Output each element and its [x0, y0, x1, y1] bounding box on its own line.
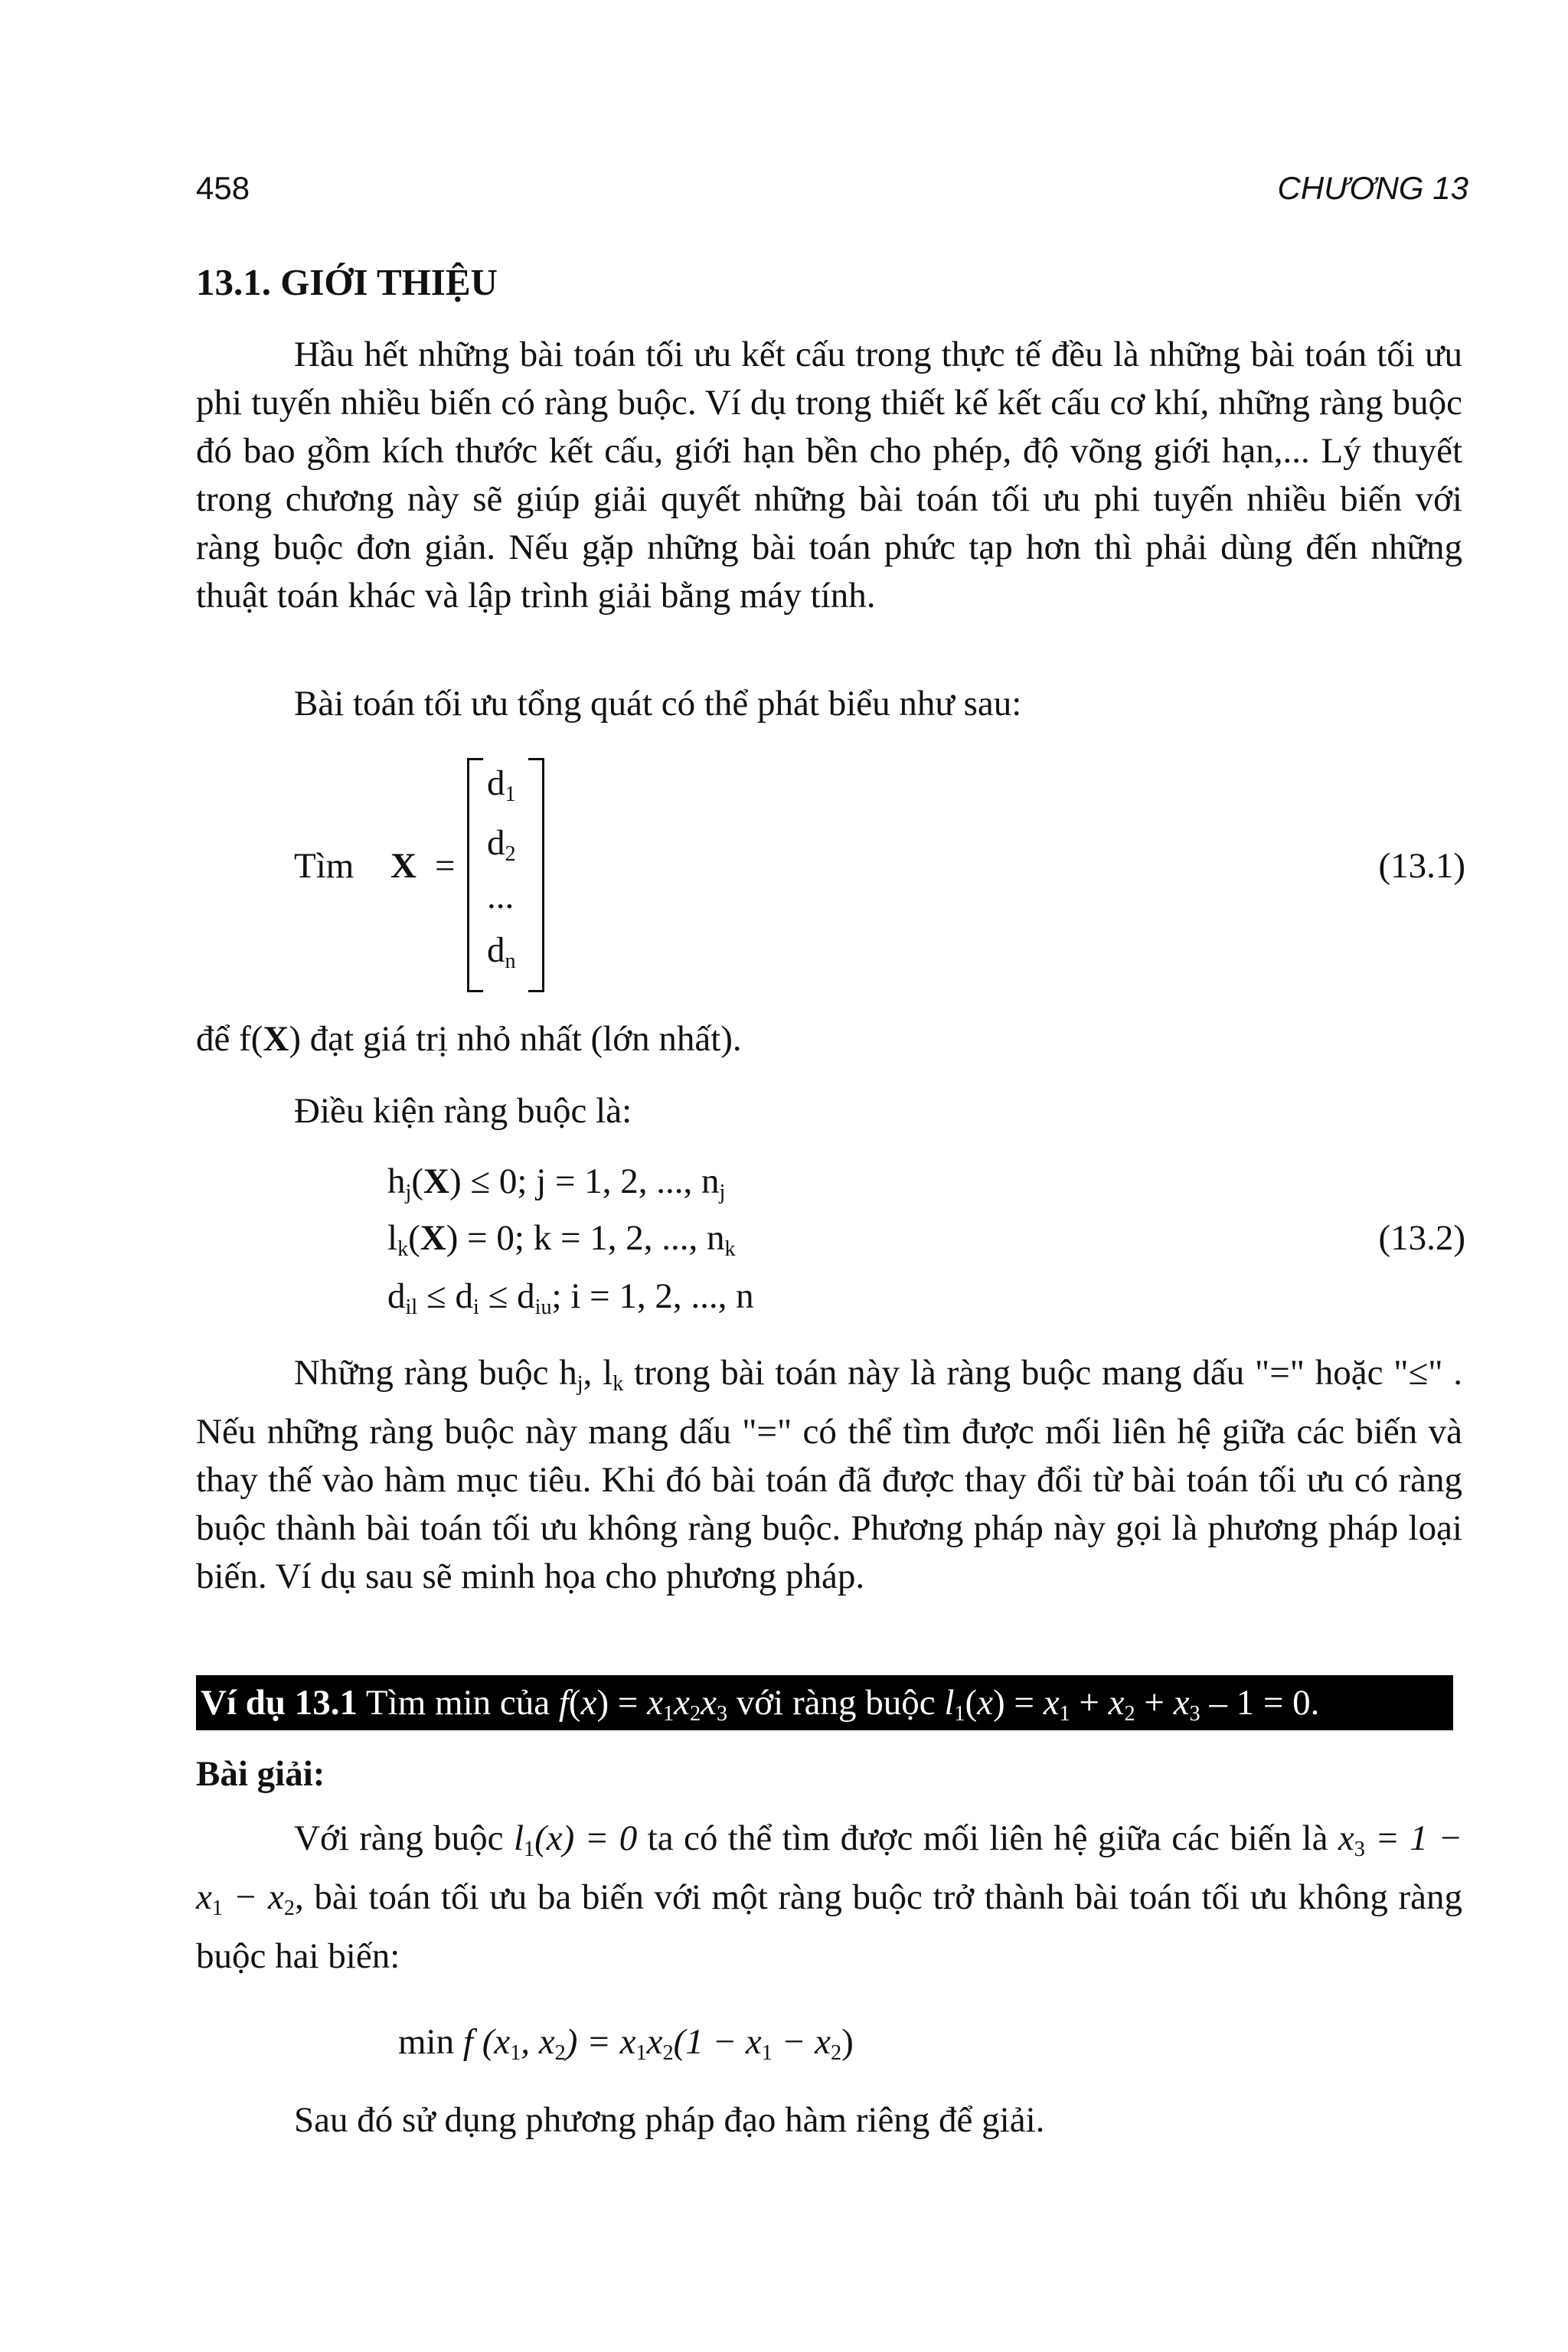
page-header [196, 170, 1468, 208]
matrix-entry-n: $d_n$ [487, 930, 516, 973]
equation-number-13-2: (13.2) [1378, 1218, 1465, 1258]
intro-paragraph: Hầu hết những bài toán tối ưu kết cấu trong thực tế đều là những bài toán tối ưu phi tuyến nhiều biến có ràng buộc. Ví dụ trong thiết kế kết cấu cơ khí, những ràng buộc đó bao gồm kích thước kết cấu, giới hạn bền cho phép, độ võng giới hạn,... Lý thuyết trong chương này sẽ giúp giải quyết những bài toán tối ưu phi tuyến nhiều biến với ràng buộc đơn giản. Nếu gặp những bài toán phức tạp hơn thì phải dùng đến những thuật toán khác và lập trình giải bằng máy tính. [196, 335, 1462, 616]
matrix-entry-1: $d_1$ [487, 763, 516, 806]
constraint-intro: Điều kiện ràng buộc là: [294, 1091, 632, 1131]
constraint-inequality: $h_j(X) \le 0$; j = 1, 2, ..., $n_j$ [387, 1161, 726, 1204]
constraint-paragraph: Những ràng buộc $h_j$, $l_k$ trong bài toán này là ràng buộc mang dấu "=" hoặc "≤" . Nếu những ràng buộc này mang dấu "=" có thể tìm được mối liên hệ giữa các biến và thay thế vào hàm mục tiêu. Khi đó bài toán đã được thay đổi từ bài toán tối ưu có ràng buộc thành bài toán tối ưu không ràng buộc. Phương pháp này gọi là phương pháp loại biến. Ví dụ sau sẽ minh họa cho phương pháp. [196, 1353, 1463, 1596]
matrix-left-bracket [467, 758, 483, 992]
solution-label: Bài giải: [196, 1754, 325, 1794]
constraint-bounds: $d_{il} \le d_i \le d_{iu}$; i = 1, 2, ..., n [387, 1276, 754, 1319]
solution-paragraph: Với ràng buộc $l_1(x) = 0$ ta có thể tìm được mối liên hệ giữa các biến là $x_3 = 1 - x_1 - x_2$, bài toán tối ưu ba biến với một ràng buộc trở thành bài toán tối ưu không ràng buộc hai biến: [196, 1818, 1463, 1976]
min-equation: min f ($x_1$, $x_2) = x_1x_2(1 - x_1 - x_2)$ [398, 2022, 854, 2065]
objective-text: để f(X) đạt giá trị nhỏ nhất (lớn nhất). [196, 1019, 742, 1059]
page-number: 458 [196, 170, 250, 206]
final-line: Sau đó sử dụng phương pháp đạo hàm riêng để giải. [294, 2100, 1045, 2140]
matrix-entry-ellipsis: ... [487, 877, 514, 916]
constraint-equality: $l_k(X) = 0$; k = 1, 2, ..., $n_k$ [387, 1218, 736, 1261]
general-problem-text: Bài toán tối ưu tổng quát có thể phát biểu như sau: [294, 684, 1022, 724]
chapter-label: CHƯƠNG 13 [1277, 170, 1468, 206]
example-13-1-banner: Ví dụ 13.1 Tìm min của $f(x) = x_1x_2x_3$ với ràng buộc $l_1(x) = x_1 + x_2 + x_3 - 1 = 0$. [196, 1675, 1453, 1730]
eq1-lead: Tìm [294, 846, 354, 886]
eq1-equals: = [435, 846, 456, 886]
matrix-entry-2: $d_2$ [487, 823, 516, 866]
equation-number-13-1: (13.1) [1378, 846, 1465, 886]
section-title: 13.1. GIỚI THIỆU [196, 261, 498, 303]
eq1-variable: X [390, 846, 416, 886]
matrix-right-bracket [528, 758, 544, 992]
